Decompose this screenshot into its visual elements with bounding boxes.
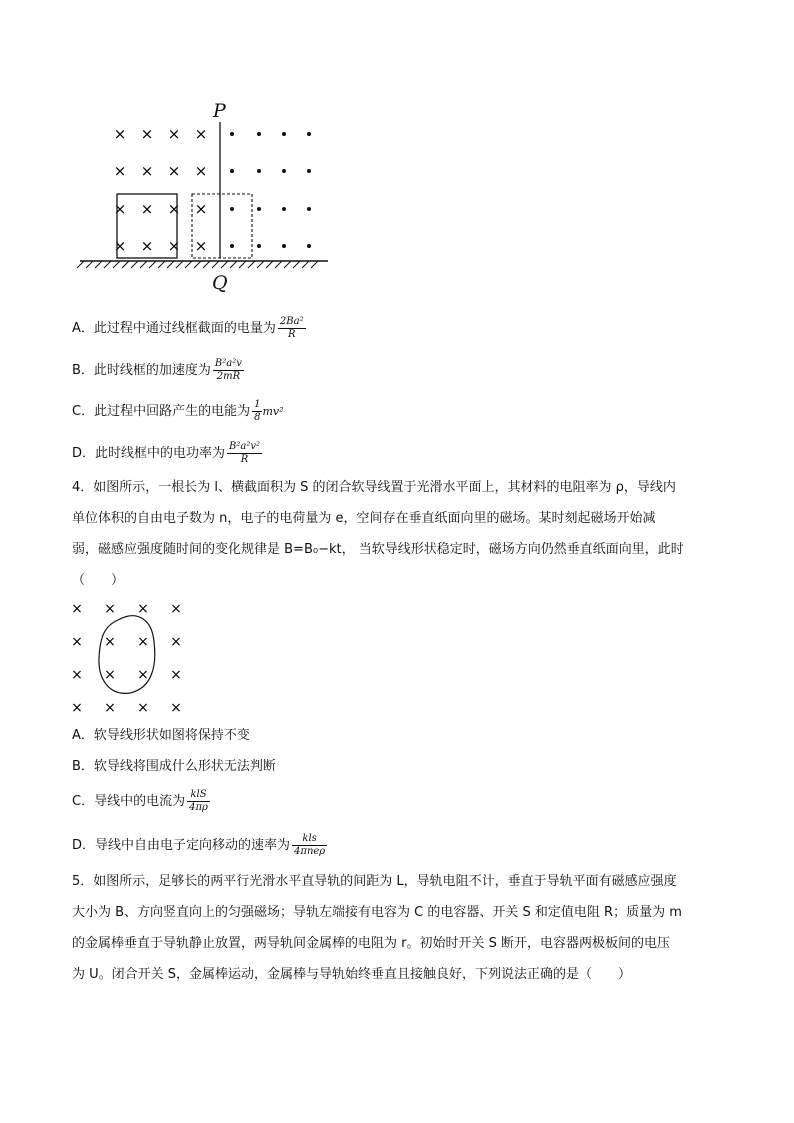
dot-symbol — [230, 132, 234, 136]
q3-b-numerator: B²a²v — [214, 358, 242, 369]
hatch-mark — [293, 261, 300, 268]
hatch-mark — [95, 261, 102, 268]
q5-stem-line-3: 的金属棒垂直于导轨静止放置，两导轨间金属棒的电阻为 r。初始时开关 S 断开，电容器两极板间的电压 — [72, 936, 670, 951]
q4-option-d — [72, 833, 327, 858]
hatch-mark — [158, 261, 165, 268]
dot-symbol — [257, 169, 261, 173]
cross-symbol: × — [137, 700, 149, 716]
cross-symbol: × — [104, 700, 116, 716]
cross-symbol: × — [71, 601, 83, 617]
q3-option-d-text: D．此时线框中的电功率为 — [72, 446, 226, 461]
hatch-mark — [275, 261, 282, 268]
q3-option-d — [72, 441, 262, 466]
cross-symbol: × — [167, 125, 181, 143]
dot-symbol — [307, 169, 311, 173]
cross-symbol: × — [167, 237, 181, 255]
cross-symbol: × — [113, 200, 127, 218]
q3-c-denominator: 8 — [254, 412, 261, 423]
label-q: Q — [212, 272, 228, 294]
hatch-mark — [104, 261, 111, 268]
cross-symbol: × — [137, 667, 149, 683]
cross-symbol: × — [71, 634, 83, 650]
q3-b-denominator: 2mR — [216, 371, 241, 382]
dot-symbol — [282, 132, 286, 136]
q4-option-a: A．软导线形状如图将保持不变 — [72, 728, 250, 743]
dot-symbol — [230, 169, 234, 173]
q4-option-c-fraction — [187, 789, 210, 814]
cross-symbol: × — [170, 700, 182, 716]
cross-symbol: × — [170, 667, 182, 683]
cross-symbol: × — [104, 601, 116, 617]
dot-symbol — [307, 244, 311, 248]
hatch-mark — [221, 261, 228, 268]
figure-soft-wire-loop — [66, 596, 196, 716]
dot-field-region — [230, 132, 311, 248]
q3-option-c-text: C．此过程中回路产生的电能为 — [72, 404, 251, 419]
q3-d-numerator: B²a²v² — [229, 441, 261, 452]
figure-magnetic-boundary-svg — [76, 98, 336, 298]
cross-symbol: × — [170, 634, 182, 650]
dot-symbol — [257, 244, 261, 248]
q4-stem-line-3: 弱，磁感应强度随时间的变化规律是 B=B₀−kt， 当软导线形状稳定时，磁场方向仍然垂直纸面向里，此时 — [72, 542, 684, 557]
hatch-mark — [77, 261, 84, 268]
hatch-mark — [86, 261, 93, 268]
q4-option-b: B．软导线将围成什么形状无法判断 — [72, 759, 276, 774]
hatch-mark — [185, 261, 192, 268]
hatch-mark — [230, 261, 237, 268]
cross-symbol: × — [113, 162, 127, 180]
hatch-mark — [194, 261, 201, 268]
cross-symbol: × — [140, 200, 154, 218]
hatch-mark — [131, 261, 138, 268]
hatch-mark — [149, 261, 156, 268]
q3-c-numerator: 1 — [254, 399, 261, 410]
cross-symbol: × — [113, 237, 127, 255]
hatch-mark — [203, 261, 210, 268]
dot-symbol — [230, 244, 234, 248]
q4-stem — [72, 472, 752, 596]
q4-option-d-text: D．导线中自由电子定向移动的速率为 — [72, 838, 291, 853]
cross-symbol: × — [113, 125, 127, 143]
cross-symbol: × — [137, 634, 149, 650]
q3-option-d-fraction — [227, 441, 262, 466]
cross-symbol: × — [194, 125, 208, 143]
cross-symbol: × — [71, 700, 83, 716]
q4-option-c — [72, 789, 210, 814]
cross-symbol: × — [140, 237, 154, 255]
q4-c-denominator: 4πρ — [189, 802, 208, 813]
q4-option-d-fraction — [292, 833, 327, 858]
q3-option-c — [72, 399, 284, 424]
figure-soft-wire-svg — [66, 596, 196, 716]
cross-symbol: × — [194, 237, 208, 255]
hatch-mark — [302, 261, 309, 268]
hatch-mark — [266, 261, 273, 268]
q5-stem-line-2: 大小为 B、方向竖直向上的匀强磁场；导轨左端接有电容为 C 的电容器、开关 S 和定值电阻 R；质量为 m — [72, 905, 682, 920]
hatch-mark — [212, 261, 219, 268]
dot-symbol — [257, 207, 261, 211]
cross-symbol: × — [104, 634, 116, 650]
q3-option-b-text: B．此时线框的加速度为 — [72, 363, 211, 378]
cross-symbol: × — [71, 667, 83, 683]
dot-symbol — [307, 207, 311, 211]
hatch-mark — [248, 261, 255, 268]
q3-option-b — [72, 358, 244, 383]
q4-option-c-text: C．导线中的电流为 — [72, 794, 186, 809]
hatch-mark — [257, 261, 264, 268]
q3-option-b-fraction — [213, 358, 244, 383]
q4-stem-line-2: 单位体积的自由电子数为 n，电子的电荷量为 e，空间存在垂直纸面向里的磁场。某时刻起磁场开始减 — [72, 511, 656, 526]
q4-d-numerator: kls — [292, 833, 327, 846]
figure-magnetic-boundary — [76, 98, 336, 298]
q4-stem-line-1: 4．如图所示，一根长为 l、横截面积为 S 的闭合软导线置于光滑水平面上，其材料的电阻率为 ρ，导线内 — [72, 480, 676, 495]
q3-c-tail: mv² — [262, 405, 284, 418]
hatch-mark — [113, 261, 120, 268]
cross-symbol: × — [104, 667, 116, 683]
cross-symbol: × — [140, 125, 154, 143]
hatch-mark — [122, 261, 129, 268]
dot-symbol — [307, 132, 311, 136]
hatch-mark — [167, 261, 174, 268]
q3-a-denominator: R — [287, 329, 296, 340]
cross-symbol: × — [170, 601, 182, 617]
q5-stem — [72, 866, 752, 990]
cross-symbol: × — [194, 200, 208, 218]
dot-symbol — [257, 132, 261, 136]
q3-option-a — [72, 316, 306, 341]
q5-stem-line-1: 5．如图所示，足够长的两平行光滑水平直导轨的间距为 L，导轨电阻不计，垂直于导轨平面有磁感应强度 — [72, 874, 677, 889]
q4-c-numerator: klS — [187, 789, 210, 802]
cross-symbol: × — [194, 162, 208, 180]
cross-field-region — [114, 125, 208, 255]
ground-hatching — [77, 261, 318, 268]
dot-symbol — [282, 207, 286, 211]
q4-d-denominator: 4πneρ — [294, 846, 326, 857]
q3-a-numerator: 2Ba² — [279, 316, 304, 327]
hatch-mark — [140, 261, 147, 268]
cross-symbol: × — [137, 601, 149, 617]
dot-symbol — [282, 169, 286, 173]
q5-stem-line-4: 为 U。闭合开关 S，金属棒运动，金属棒与导轨始终垂直且接触良好，下列说法正确的是（ ） — [72, 967, 632, 982]
q3-option-a-fraction — [278, 316, 306, 341]
cross-symbol: × — [167, 162, 181, 180]
q4-stem-line-4: （ ） — [72, 573, 125, 588]
q3-d-denominator: R — [240, 454, 249, 465]
hatch-mark — [176, 261, 183, 268]
dot-symbol — [282, 244, 286, 248]
q3-option-a-text: A．此过程中通过线框截面的电量为 — [72, 321, 276, 336]
dot-symbol — [230, 207, 234, 211]
cross-symbol: × — [167, 200, 181, 218]
hatch-mark — [239, 261, 246, 268]
q3-option-c-fraction — [252, 399, 262, 424]
cross-symbol: × — [140, 162, 154, 180]
label-p: P — [213, 100, 226, 122]
hatch-mark — [284, 261, 291, 268]
hatch-mark — [311, 261, 318, 268]
inward-field-crosses — [71, 601, 182, 716]
